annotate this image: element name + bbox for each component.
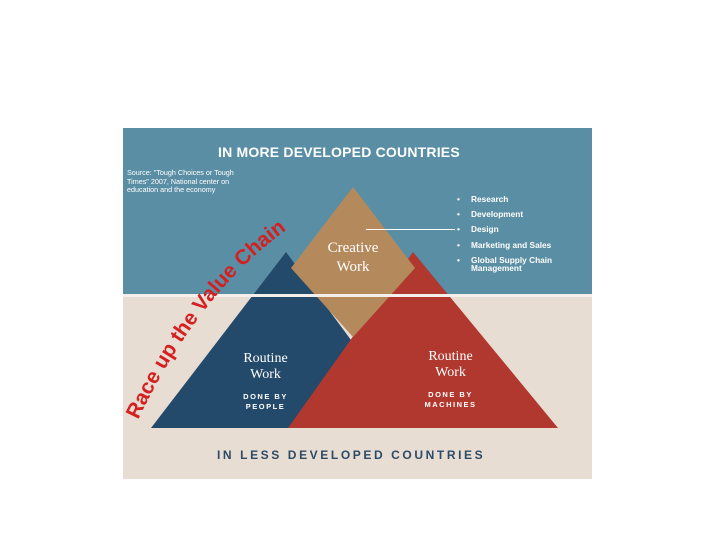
source-line: Source: "Tough Choices or Tough	[127, 168, 234, 177]
routine-line: Routine	[243, 351, 288, 366]
race-up-the-value-chain-label	[122, 215, 290, 422]
routine-line: Work	[435, 365, 466, 380]
bottom-title: IN LESS DEVELOPED COUNTRIES	[217, 448, 486, 462]
bullet-icon: •	[457, 239, 460, 250]
race-up-the-value-chain-text: Race up the Value Chain	[121, 215, 290, 423]
creative-line: Creative	[327, 240, 379, 256]
list-item-continuation: Management	[471, 263, 522, 274]
bullet-icon: •	[457, 194, 460, 204]
done-line: PEOPLE	[245, 402, 286, 411]
source-line: Times" 2007, National center on	[127, 176, 230, 186]
routine-line: Routine	[428, 349, 473, 364]
routine-line: Work	[250, 367, 281, 382]
list-item-text: Development	[471, 209, 524, 220]
bullet-icon: •	[457, 224, 460, 235]
list-item-text: Design	[471, 224, 499, 235]
list-item-text: Global Supply Chain	[471, 254, 553, 265]
list-item-text: Research	[471, 194, 509, 204]
bullet-icon: •	[457, 209, 460, 220]
done-line: MACHINES	[424, 400, 477, 409]
done-line: DONE BY	[243, 392, 288, 401]
list-item-text: Marketing and Sales	[471, 239, 552, 250]
source-line: education and the economy	[127, 185, 216, 195]
bullet-icon: •	[457, 254, 460, 265]
creative-line: Work	[336, 259, 370, 275]
top-title: IN MORE DEVELOPED COUNTRIES	[218, 144, 460, 160]
done-line: DONE BY	[428, 390, 473, 399]
